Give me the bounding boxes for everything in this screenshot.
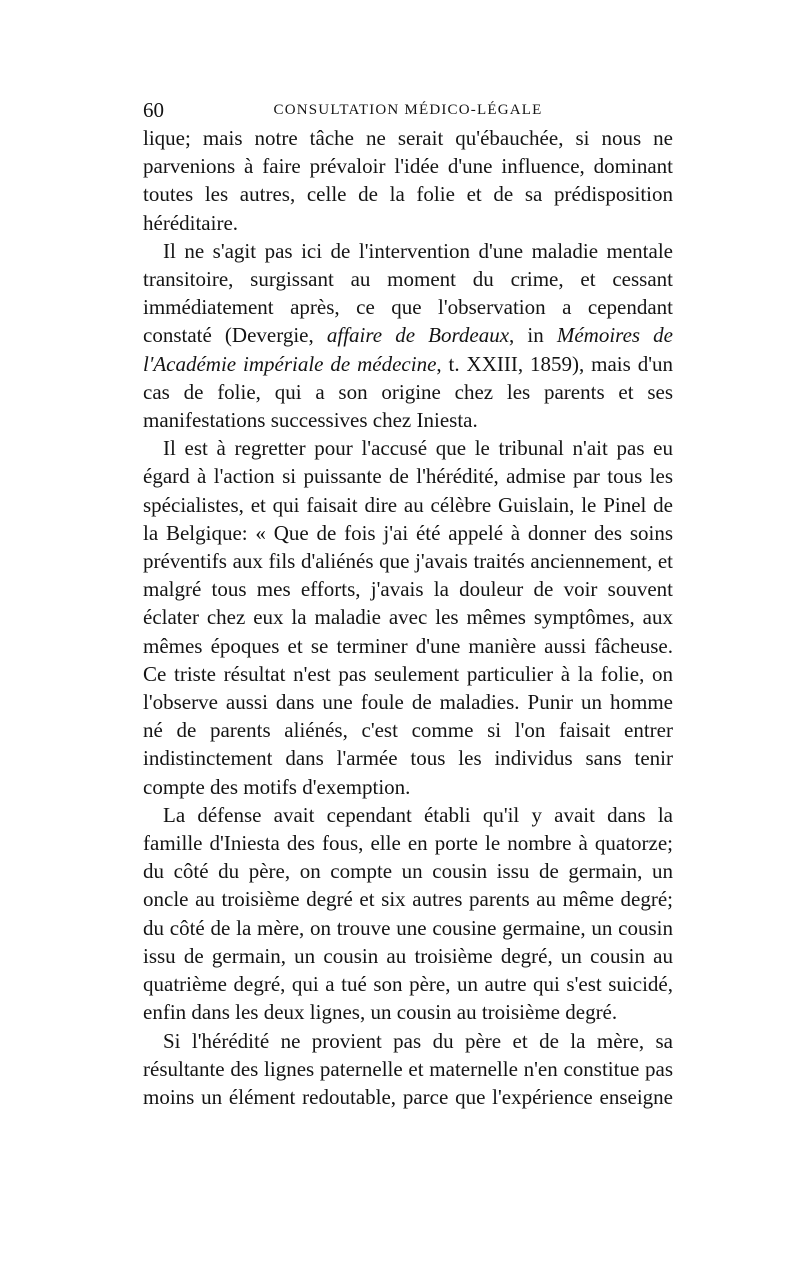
text-segment: , t. XXIII, 1859), mais d'un cas de folie, qui a son origine chez les parents et ses manifestations successives chez Iniesta.	[143, 351, 673, 433]
text-segment: Il ne s'agit pas ici de l'intervention d'une maladie mentale transitoire, surgissant au moment du crime, et cessant immédiatement après, ce que l'observation a cependant constaté (Devergie,	[143, 238, 673, 348]
italic-citation: affaire de Bordeaux	[326, 323, 510, 348]
paragraph	[143, 1027, 673, 1112]
paragraph	[143, 237, 673, 434]
text-segment: lique; mais notre tâche ne serait qu'ébauchée, si nous ne parvenions à faire prévaloir l'idée d'une influence, dominant toutes les autres, celle de la folie et de sa prédisposition héréditaire.	[143, 126, 673, 235]
paragraph	[143, 801, 673, 1027]
paragraph	[143, 434, 673, 801]
text-segment: La défense avait cependant établi qu'il y avait dans la famille d'Iniesta des fous, elle en porte le nombre à quatorze; du côté du père, on compte un cousin issu de germain, un oncle au troisième degré et six autres parents au même degré; du côté de la mère, on trouve une cousine germaine, un cousin issu de germain, un cousin au troisième degré, un cousin au quatrième degré, qui a tué son père, un autre qui s'est suicidé, enfin dans les deux lignes, un cousin au troisième degré.	[143, 802, 673, 1025]
text-segment: Si l'hérédité ne provient pas du père et de la mère, sa résultante des lignes paternelle et maternelle n'en constitue pas moins un élément redoutable, parce que l'expérience enseigne	[143, 1028, 673, 1109]
running-head: CONSULTATION MÉDICO-LÉGALE	[273, 102, 543, 118]
page-number: 60	[143, 98, 164, 122]
body-text	[143, 124, 673, 1111]
paragraph	[143, 124, 673, 237]
italic-citation: Mémoires de l'Académie impériale de médecine	[143, 323, 674, 376]
text-segment: , in	[509, 323, 557, 348]
page-header	[143, 95, 673, 125]
text-segment: Il est à regretter pour l'accusé que le tribunal n'ait pas eu égard à l'action si puissante de l'hérédité, admise par tous les spécialistes, et qui faisait dire au célèbre Guislain, le Pinel de la Belgique: « Que de fois j'ai été appelé à donner des soins préventifs aux fils d'aliénés que j'avais traités anciennement, et malgré tous mes efforts, j'avais la douleur de voir souvent éclater chez eux la maladie avec les mêmes symptômes, aux mêmes époques et se terminer d'une manière aussi fâcheuse. Ce triste résultat n'est pas seulement particulier à la folie, on l'observe aussi dans une foule de maladies. Punir un homme né de parents aliénés, c'est comme si l'on faisait entrer indistinctement dans l'armée tous les individus sans tenir compte des motifs d'exemption.	[143, 436, 673, 799]
